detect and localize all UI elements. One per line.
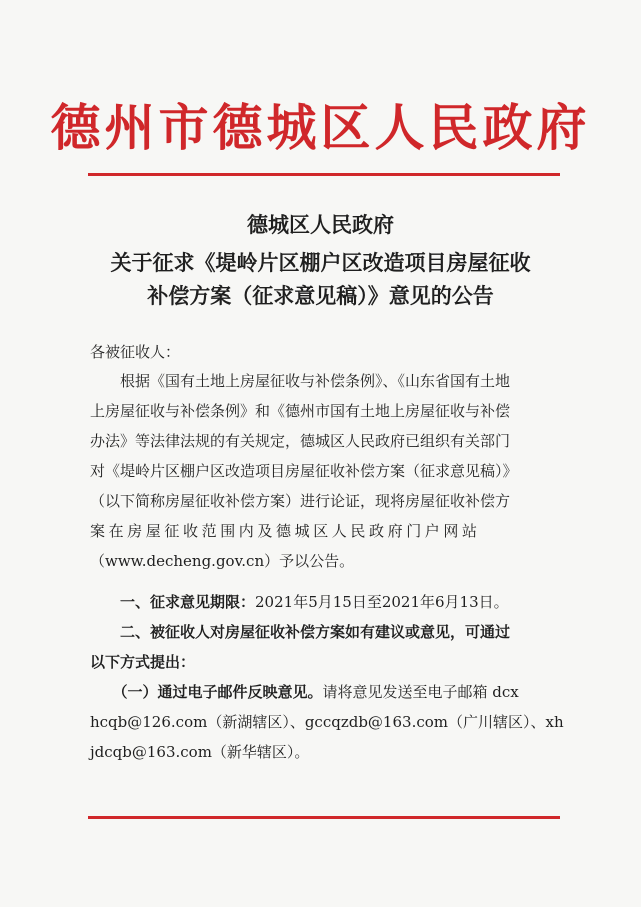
body-line: 根据《国有土地上房屋征收与补偿条例》、《山东省国有土地 bbox=[90, 372, 511, 390]
item-comment-period-value: 2021年5月15日至2021年6月13日。 bbox=[255, 593, 509, 611]
item-email-feedback-text: 请将意见发送至电子邮箱 dcx bbox=[322, 683, 519, 701]
notice-title-line-1: 德城区人民政府 bbox=[247, 213, 394, 237]
email-addresses-line-2: jdcqb@163.com（新华辖区）。 bbox=[90, 743, 310, 761]
item-comment-period bbox=[90, 587, 555, 617]
salutation: 各被征收人： bbox=[90, 343, 181, 361]
item-email-feedback-label: （一）通过电子邮件反映意见。 bbox=[90, 683, 323, 701]
body-line: 对《堤岭片区棚户区改造项目房屋征收补偿方案（征求意见稿）》 bbox=[90, 462, 518, 480]
body-paragraph bbox=[90, 366, 555, 576]
footer-red-rule bbox=[88, 816, 560, 819]
body-line-website: （www.decheng.gov.cn）予以公告。 bbox=[90, 552, 355, 570]
item-email-feedback bbox=[90, 677, 564, 767]
notice-title-line-3: 补偿方案（征求意见稿）》意见的公告 bbox=[147, 284, 494, 308]
issuing-authority-header: 德州市德城区人民政府 bbox=[50, 98, 591, 157]
body-line: 上房屋征收与补偿条例》和《德州市国有土地上房屋征收与补偿 bbox=[90, 402, 511, 420]
item-submission-methods-line-1: 二、被征收人对房屋征收补偿方案如有建议或意见，可通过 bbox=[90, 623, 511, 641]
header-red-rule bbox=[88, 173, 560, 176]
item-submission-methods-line-2: 以下方式提出： bbox=[90, 653, 196, 671]
body-line: （以下简称房屋征收补偿方案）进行论证，现将房屋征收补偿方 bbox=[90, 492, 511, 510]
body-line: 办法》等法律法规的有关规定，德城区人民政府已组织有关部门 bbox=[90, 432, 511, 450]
item-comment-period-label: 一、征求意见期限： bbox=[90, 593, 256, 611]
body-line: 案在房屋征收范围内及德城区人民政府门户网站 bbox=[90, 522, 481, 540]
notice-title-line-2: 关于征求《堤岭片区棚户区改造项目房屋征收 bbox=[110, 251, 531, 275]
item-submission-methods bbox=[90, 617, 555, 677]
email-addresses-line-1: hcqb@126.com（新湖辖区）、gccqzdb@163.com（广川辖区）、xh bbox=[90, 713, 564, 731]
